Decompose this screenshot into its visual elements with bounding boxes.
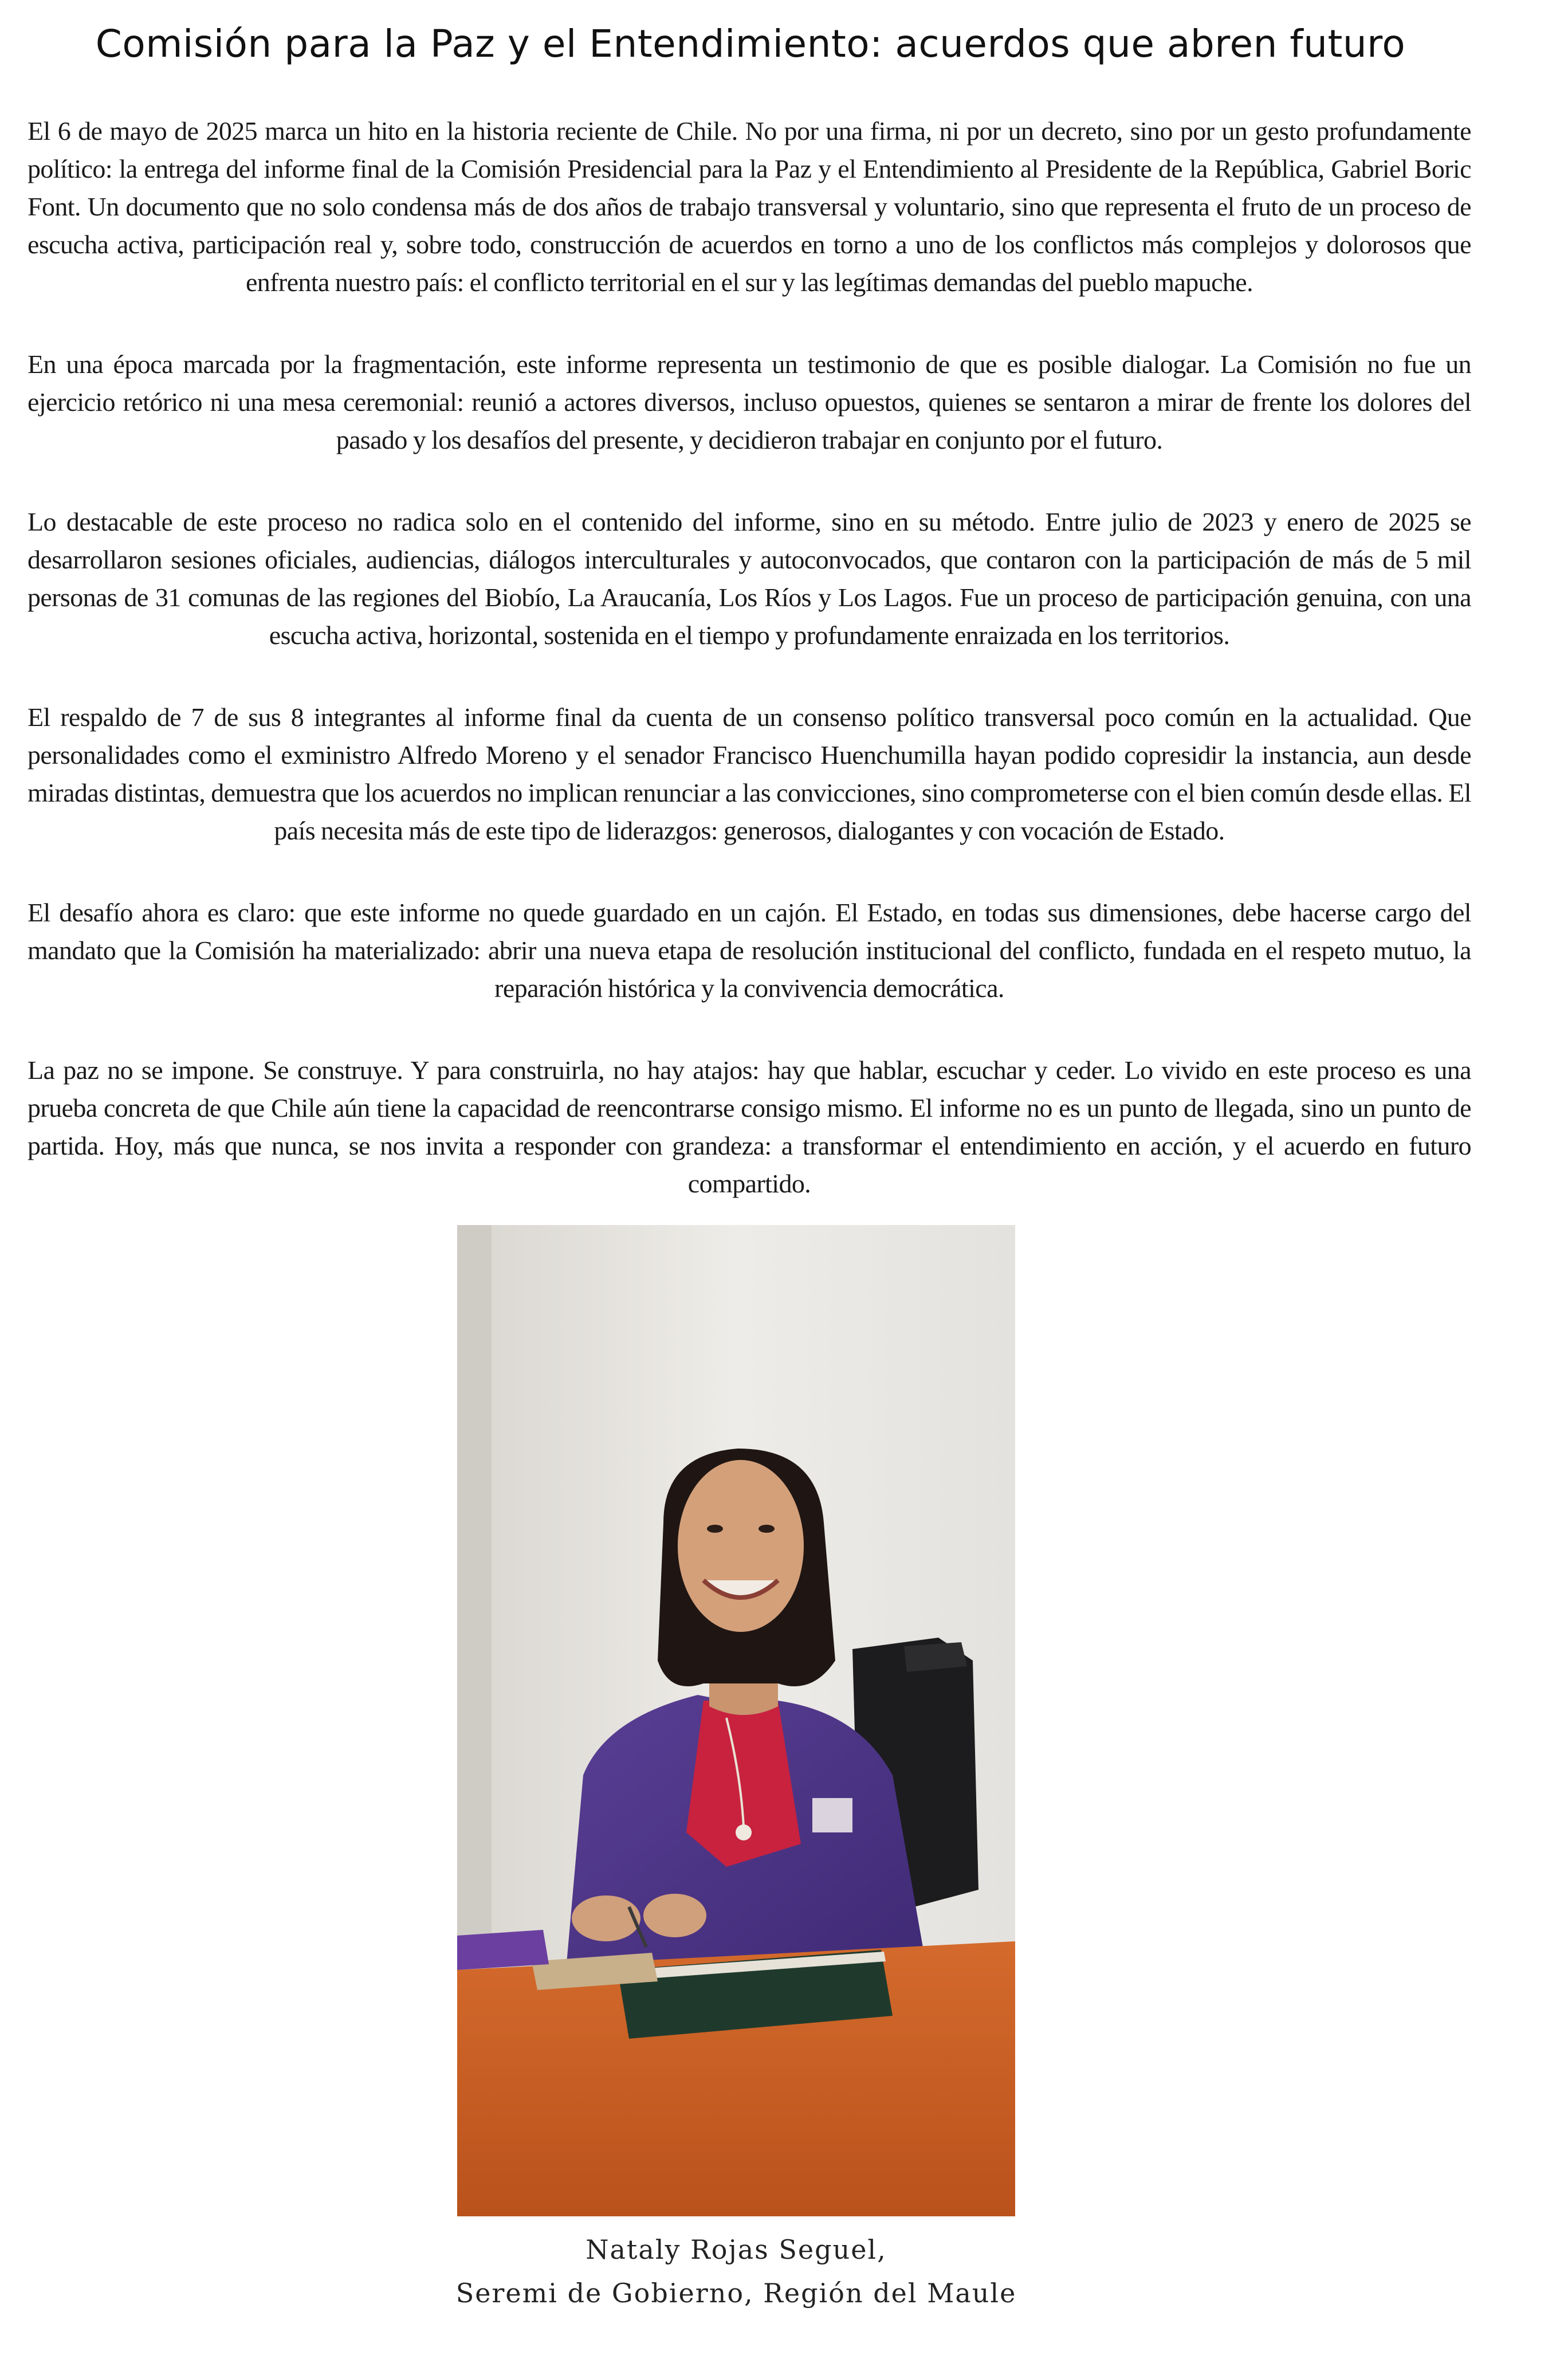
- necklace-pendant: [736, 1824, 752, 1840]
- right-eye: [759, 1525, 775, 1533]
- paragraph-4: El respaldo de 7 de sus 8 integrantes al informe final da cuenta de un consenso político transversal poco común en la actualidad. Que personalidades como el exministro Alfredo Moreno y el senador Francisco Huenchumilla hayan podido copresidir la instancia, aun desde miradas distintas, demuestra que los acuerdos no implican renunciar a las convicciones, sino comprometerse con el bien común desde ellas. El país necesita más de este tipo de liderazgos: generosos, dialogantes y con vocación de Estado.: [27, 702, 1471, 845]
- paragraph-1: El 6 de mayo de 2025 marca un hito en la historia reciente de Chile. No por una firma, ni por un decreto, sino por un gesto profundamente político: la entrega del informe final de la Comisión Presidencial para la Paz y el Entendimiento al Presidente de la República, Gabriel Boric Font. Un documento que no solo condensa más de dos años de trabajo transversal y voluntario, sino que representa el fruto de un proceso de escucha activa, participación real y, sobre todo, construcción de acuerdos en torno a uno de los conflictos más complejos y dolorosos que enfrenta nuestro país: el conflicto territorial en el sur y las legítimas demandas del pueblo mapuche.: [27, 116, 1471, 297]
- paragraph-6: La paz no se impone. Se construye. Y para construirla, no hay atajos: hay que hablar, escuchar y ceder. Lo vivido en este proceso es una prueba concreta de que Chile aún tiene la capacidad de reencontrarse consigo mismo. El informe no es un punto de llegada, sino un punto de partida. Hoy, más que nunca, se nos invita a responder con grandeza: a transformar el entendimiento en acción, y el acuerdo en futuro compartido.: [27, 1055, 1471, 1198]
- paragraph-3: Lo destacable de este proceso no radica solo en el contenido del informe, sino en su método. Entre julio de 2023 y enero de 2025 se desarrollaron sesiones oficiales, audiencias, diálogos interculturales y autoconvocados, que contaron con la participación de más de 5 mil personas de 31 comunas de las regiones del Biobío, La Araucanía, Los Ríos y Los Lagos. Fue un proceso de participación genuina, con una escucha activa, horizontal, sostenida en el tiempo y profundamente enraizada en los territorios.: [27, 507, 1471, 650]
- portrait-photo: [457, 1225, 1015, 2216]
- page-title: Comisión para la Paz y el Entendimiento: acuerdos que abren futuro: [95, 22, 1406, 66]
- article-body: [27, 112, 1471, 1247]
- paragraph-2: En una época marcada por la fragmentación, este informe representa un testimonio de que es posible dialogar. La Comisión no fue un ejercicio retórico ni una mesa ceremonial: reunió a actores diversos, incluso opuestos, quienes se sentaron a mirar de frente los dolores del pasado y los desafíos del presente, y decidieron trabajar en conjunto por el futuro.: [27, 350, 1471, 454]
- paragraph-5: El desafío ahora es claro: que este informe no quede guardado en un cajón. El Estado, en todas sus dimensiones, debe hacerse cargo del mandato que la Comisión ha materializado: abrir una nueva etapa de resolución institucional del conflicto, fundada en el respeto mutuo, la reparación histórica y la convivencia democrática.: [27, 898, 1471, 1003]
- right-hand: [643, 1894, 706, 1937]
- caption-name: Nataly Rojas Seguel,: [585, 2234, 887, 2265]
- left-hand: [572, 1895, 640, 1941]
- left-eye: [707, 1525, 723, 1533]
- purple-brochure: [457, 1930, 549, 1970]
- photo-caption: [0, 2228, 1472, 2315]
- portrait-illustration: [457, 1225, 1015, 2216]
- logo-patch: [812, 1798, 852, 1832]
- caption-role: Seremi de Gobierno, Región del Maule: [455, 2278, 1017, 2309]
- face: [678, 1460, 804, 1632]
